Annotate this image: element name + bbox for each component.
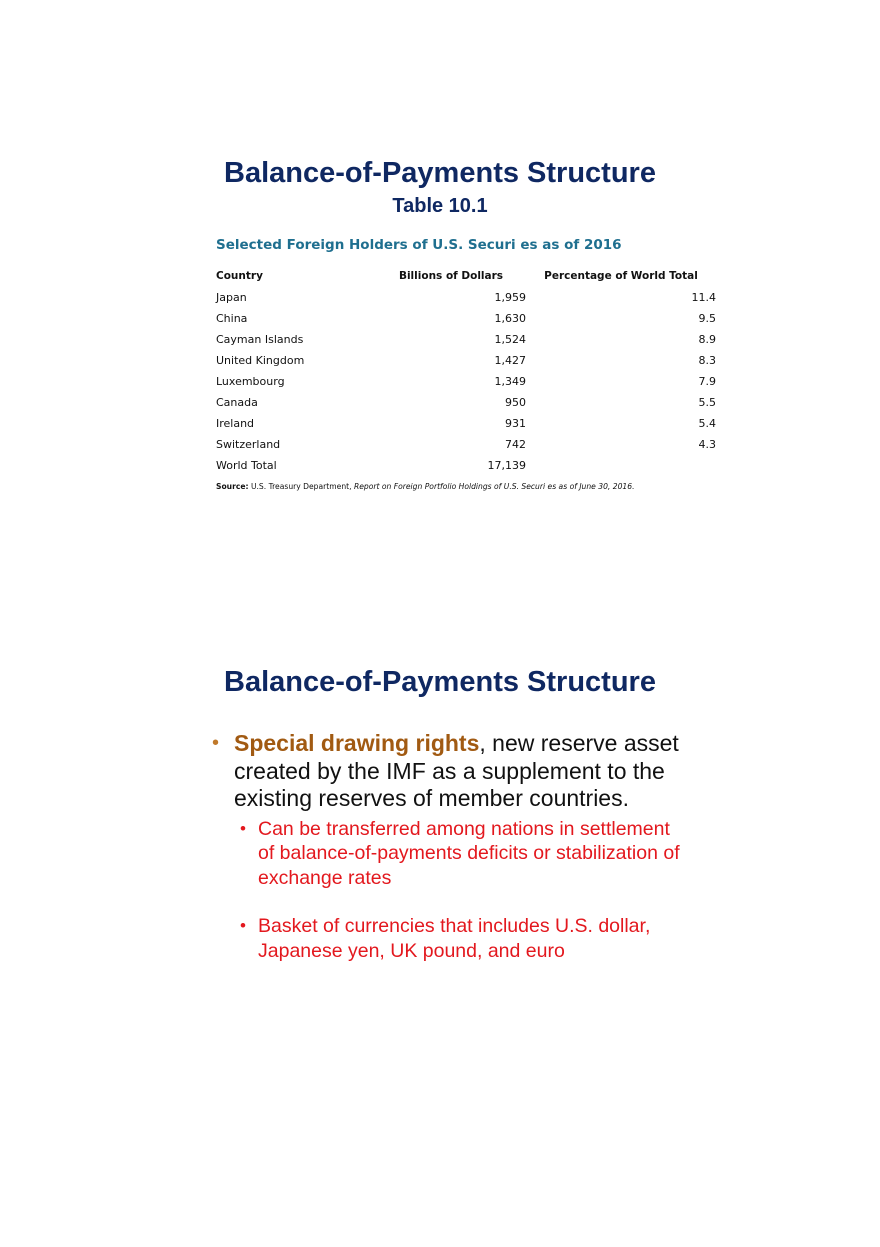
cell-billions-value: 1,427 — [494, 354, 526, 367]
cell-country: Switzerland — [216, 438, 281, 451]
cell-billions — [376, 287, 526, 308]
cell-country: World Total — [216, 459, 277, 472]
table-row — [216, 413, 716, 434]
table-row — [216, 371, 716, 392]
header-country: Country — [216, 270, 263, 282]
table-number: Table 10.1 — [392, 195, 488, 217]
cell-country: Japan — [216, 291, 247, 304]
cell-country: China — [216, 312, 248, 325]
cell-billions-value: 17,139 — [487, 459, 526, 472]
cell-billions — [376, 350, 526, 371]
cell-country: United Kingdom — [216, 354, 305, 367]
cell-billions — [376, 392, 526, 413]
slide1-title: Balance-of-Payments Structure — [224, 157, 656, 189]
cell-percent — [526, 455, 716, 476]
cell-percent — [526, 413, 716, 434]
cell-percent — [526, 308, 716, 329]
sub-bullet-text: Can be transferred among nations in settlement of balance-of-payments deficits or stabilization of exchange rates — [258, 817, 680, 889]
cell-percent-value: 4.3 — [698, 438, 716, 451]
table-header-row — [216, 266, 716, 287]
cell-percent — [526, 350, 716, 371]
table-row — [216, 392, 716, 413]
cell-billions — [376, 329, 526, 350]
table-row — [216, 350, 716, 371]
sdr-bullet — [212, 730, 682, 963]
cell-percent — [526, 392, 716, 413]
table-row — [216, 455, 716, 476]
cell-billions-value: 1,630 — [494, 312, 526, 325]
source-report: Report on Foreign Portfolio Holdings of U.S. Securi es as of June 30, 2016. — [353, 482, 635, 491]
cell-billions-value: 1,349 — [494, 375, 526, 388]
cell-percent-value: 5.5 — [698, 396, 716, 409]
cell-billions — [376, 434, 526, 455]
table-caption: Selected Foreign Holders of U.S. Securi es as of 2016 — [216, 237, 622, 253]
cell-country: Canada — [216, 396, 258, 409]
table-row — [216, 308, 716, 329]
cell-billions-value: 931 — [505, 417, 526, 430]
cell-country: Ireland — [216, 417, 255, 430]
sdr-term: Special drawing rights — [234, 730, 480, 756]
cell-percent — [526, 287, 716, 308]
cell-billions-value: 1,524 — [494, 333, 526, 346]
cell-percent-value: 5.4 — [698, 417, 716, 430]
sub-bullet-text: Basket of currencies that includes U.S. dollar, Japanese yen, UK pound, and euro — [258, 915, 651, 962]
table-row — [216, 287, 716, 308]
cell-percent-value: 11.4 — [691, 291, 716, 304]
cell-billions-value: 1,959 — [494, 291, 526, 304]
slide2-title: Balance-of-Payments Structure — [224, 666, 656, 698]
source-label: Source: — [216, 482, 249, 491]
cell-billions — [376, 455, 526, 476]
cell-percent-value: 9.5 — [698, 312, 716, 325]
cell-percent-value: 7.9 — [698, 375, 716, 388]
source-note — [216, 482, 635, 491]
cell-billions — [376, 308, 526, 329]
sub-bullet-basket — [234, 914, 682, 963]
bullet-dot-icon: • — [212, 732, 220, 754]
cell-percent — [526, 371, 716, 392]
cell-billions — [376, 371, 526, 392]
sub-bullet-dot-icon: • — [240, 916, 246, 935]
cell-percent-value: 8.3 — [698, 354, 716, 367]
sub-bullet-transfer — [234, 817, 682, 891]
source-org: U.S. Treasury Department, — [248, 482, 354, 491]
cell-percent — [526, 329, 716, 350]
holders-table — [216, 266, 716, 476]
cell-billions-value: 742 — [505, 438, 526, 451]
table-row — [216, 329, 716, 350]
sdr-definition: , new reserve asset created by the IMF as a supplement to the existing reserves of member countries. — [234, 730, 679, 811]
bullet-list — [212, 730, 682, 987]
cell-country: Cayman Islands — [216, 333, 304, 346]
cell-percent — [526, 434, 716, 455]
sub-bullet-list — [234, 817, 682, 964]
table-row — [216, 434, 716, 455]
cell-billions-value: 950 — [505, 396, 526, 409]
cell-country: Luxembourg — [216, 375, 285, 388]
sub-bullet-dot-icon: • — [240, 818, 246, 838]
cell-percent-value: 8.9 — [698, 333, 716, 346]
cell-billions — [376, 413, 526, 434]
header-percent: Percentage of World Total — [544, 270, 698, 282]
header-billions: Billions of Dollars — [398, 270, 504, 282]
